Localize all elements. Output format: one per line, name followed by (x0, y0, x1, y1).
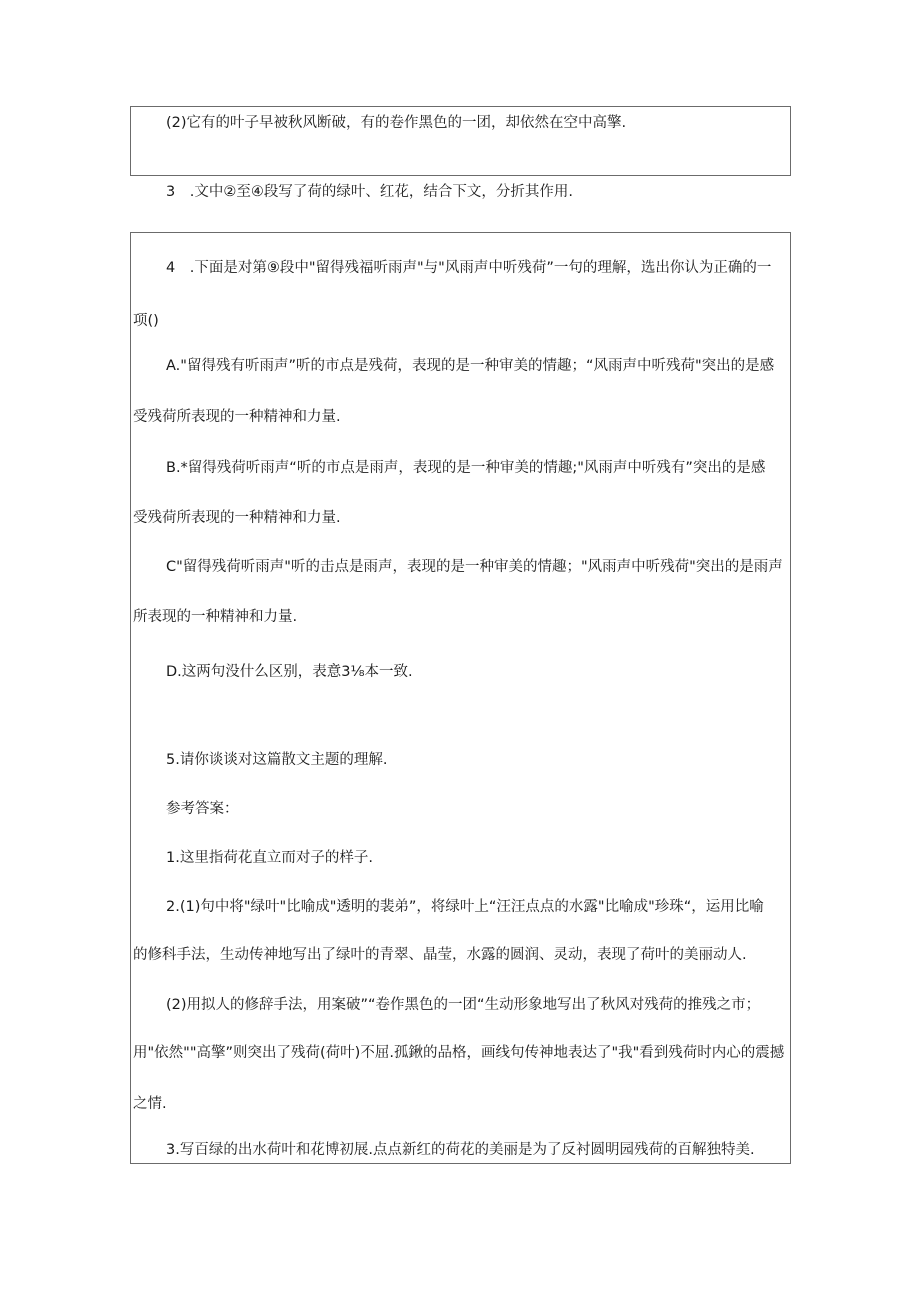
answer-2b-line-3: 之情. (133, 1096, 167, 1112)
answer-2-line-1: 2.(1)句中将"绿叶"比喻成"透明的裴弟”，将绿叶上“汪汪点点的水露"比喻成"珍珠“，运用比喻 (166, 899, 764, 915)
answer-2-line-2: 的修科手法，生动传神地写出了绿叶的青翠、晶莹，水露的圆润、灵动，表现了荷叶的美丽动人. (133, 947, 747, 963)
question-4-line-2: 项() (133, 313, 159, 329)
option-d: D.这两句没什么区别，表意3⅛本一致. (166, 664, 413, 680)
answers-title: 参考答案： (166, 801, 239, 817)
answer-1: 1.这里指荷花直立而对子的样子. (166, 850, 373, 866)
option-a-line-2: 受残荷所表现的一种精神和力量. (133, 409, 341, 425)
answer-2b-line-2: 用"依然""高擎”则突出了残荷(荷叶)不屈.孤鍬的品格，画线句传神地表达了"我"看到残荷时内心的震撼 (133, 1045, 785, 1061)
answer-2b-line-1: (2)用拟人的修辞手法，用案破”“卷作黑色的一团“生动形象地写出了秋风对残荷的推残之市； (166, 997, 761, 1013)
text-line-2-2: (2)它有的叶子早被秋风断破，有的卷作黑色的一团，却依然在空中高擎. (166, 115, 627, 131)
question-4-line-1: 4 .下面是对第⑨段中"留得残福听雨声"与"风雨声中听残荷”一句的理解，选出你认为正确的一 (166, 260, 772, 276)
option-c-line-1: C"留得残荷听雨声"听的击点是雨声，表现的是一种审美的情趣；"风雨声中听残荷"突出的是雨声 (166, 559, 783, 575)
option-a-line-1: A."留得残有听雨声”听的市点是残荷，表现的是一种审美的情趣；“风雨声中听残荷"突出的是感 (166, 358, 775, 374)
question-5: 5.请你谈谈对这篇散文主题的理解. (166, 752, 388, 768)
option-b-line-2: 受残荷所表现的一种精神和力量. (133, 510, 341, 526)
option-c-line-2: 所表现的一种精神和力量. (133, 609, 298, 625)
answer-3: 3.写百绿的出水荷叶和花博初展.点点新红的荷花的美丽是为了反衬圆明园残荷的百解独特美. (166, 1142, 755, 1158)
question-3: 3 .文中②至④段写了荷的绿叶、红花，结合下文，分折其作用. (166, 184, 573, 200)
option-b-line-1: B.*留得残荷听雨声“听的市点是雨声，表现的是一种审美的情趣;"风雨声中听残有”突出的是感 (166, 460, 766, 476)
